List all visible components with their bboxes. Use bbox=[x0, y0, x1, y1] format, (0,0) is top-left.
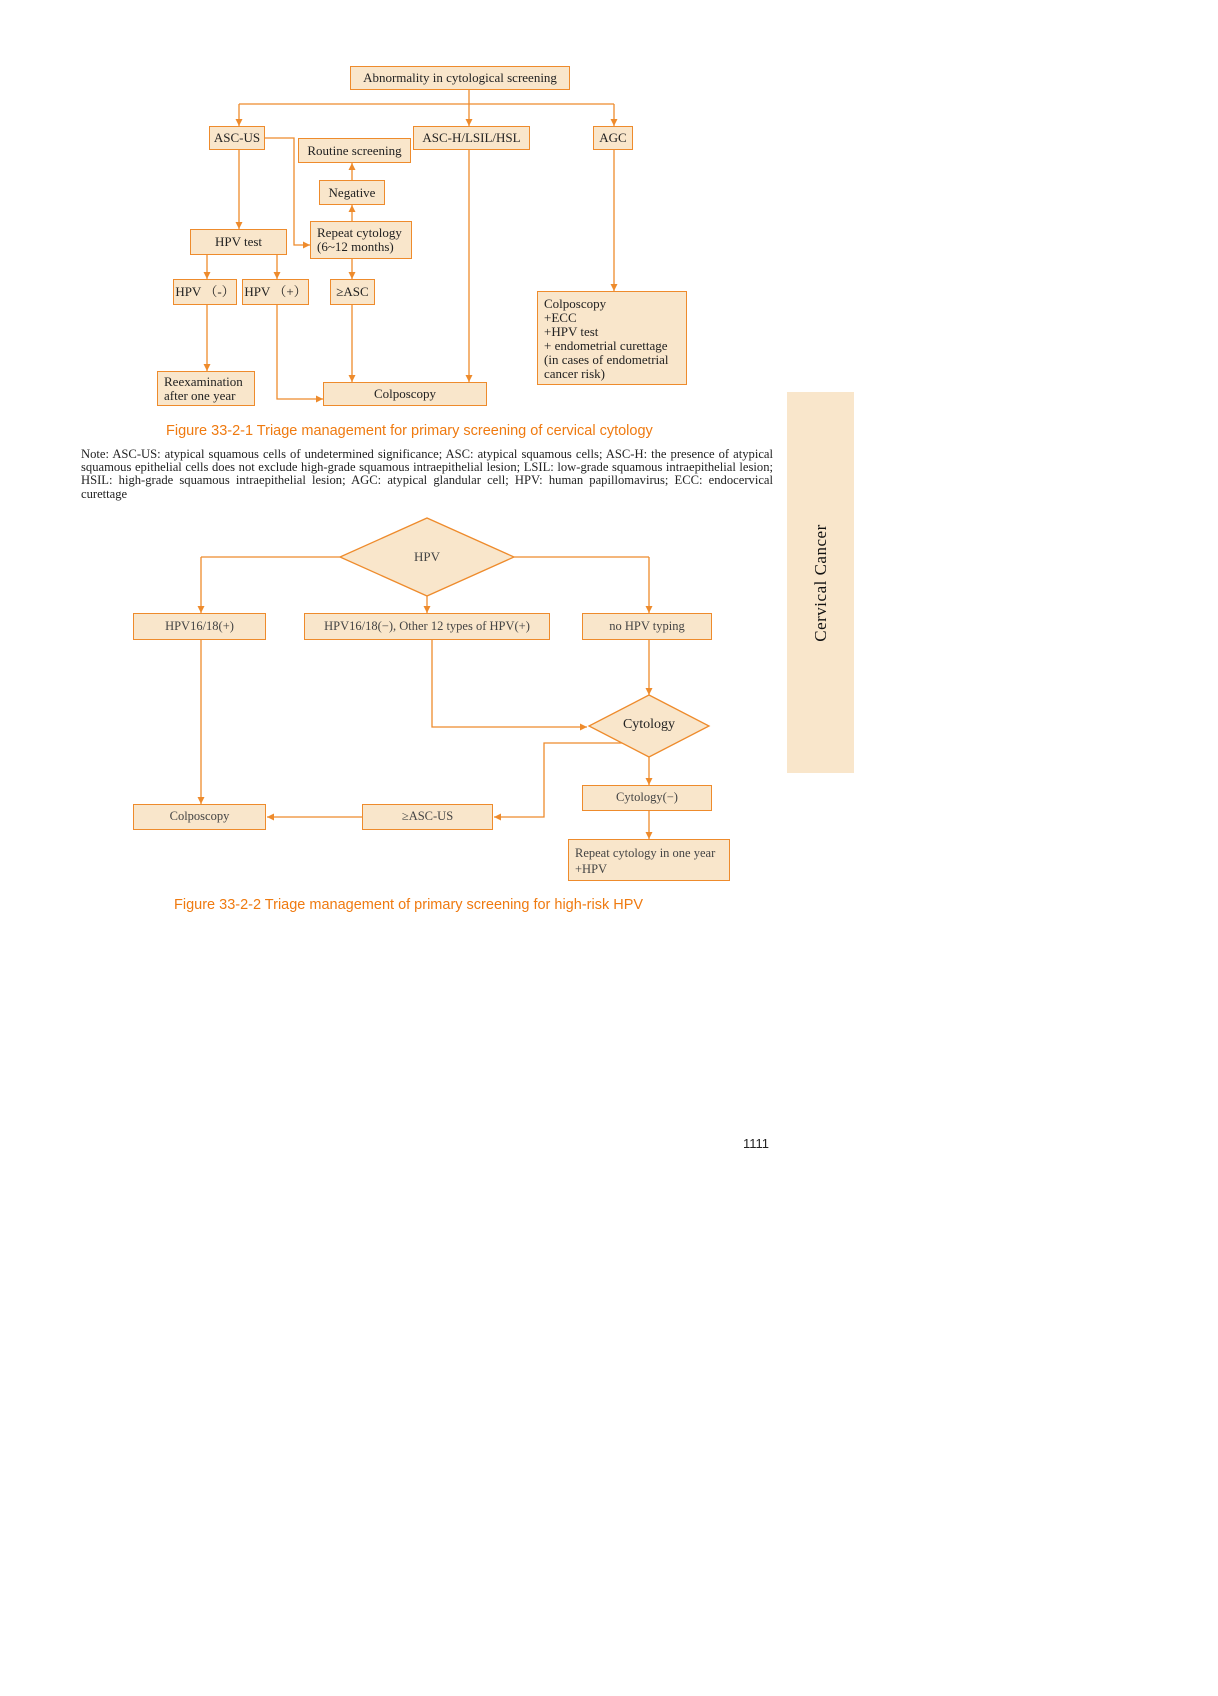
node-ge-asc bbox=[330, 279, 375, 305]
node-asc-h-label: ASC-H/LSIL/HSL bbox=[422, 130, 521, 146]
node-hpv-test-label: HPV test bbox=[214, 234, 263, 250]
node-asc-us-label: ASC-US bbox=[213, 130, 261, 146]
figure2-caption: Figure 33-2-2 Triage management of primary screening for high-risk HPV bbox=[174, 897, 644, 913]
page-number: 1111 bbox=[743, 1136, 770, 1151]
node-hpv-negative bbox=[173, 279, 237, 305]
node-hpv-negative-label: HPV （-） bbox=[175, 284, 235, 300]
node-agc-workup bbox=[537, 291, 687, 385]
node-repeat-cytology bbox=[310, 221, 412, 259]
node-ge-asc-us-label: ≥ASC-US bbox=[401, 809, 454, 824]
node-routine-label: Routine screening bbox=[307, 142, 402, 158]
node-repeat-cytology-hpv bbox=[568, 839, 730, 881]
node-abnormality-label: Abnormality in cytological screening bbox=[363, 70, 557, 86]
node-negative bbox=[319, 180, 385, 205]
node-ge-asc-label: ≥ASC bbox=[336, 284, 369, 300]
node-hpv1618-negative bbox=[304, 613, 550, 640]
node-colposcopy bbox=[323, 382, 487, 406]
node-repeat-cytology-hpv-label: Repeat cytology in one year +HPV bbox=[575, 846, 716, 876]
node-colposcopy-2 bbox=[133, 804, 266, 830]
node-colposcopy-label: Colposcopy bbox=[373, 386, 437, 402]
figure1-note: Note: ASC-US: atypical squamous cells of undetermined significance; ASC: atypical squamous cells; ASC-H: the presence of atypical squamous epithelial cells does not exclude high-grade squamous intraepithelial lesion; LSIL: low-grade squamous intraepithelial lesion; HSIL: high-grade squamous intraepithelial lesion; AGC: atypical glandular cell; HPV: human papillomavirus; ECC: endocervical curettage bbox=[81, 447, 773, 501]
node-hpv1618-positive-label: HPV16/18(+) bbox=[165, 618, 234, 633]
node-hpv-test bbox=[190, 229, 287, 255]
node-negative-label: Negative bbox=[328, 184, 376, 200]
node-no-hpv-typing-label: no HPV typing bbox=[609, 618, 685, 633]
node-asc-us bbox=[209, 126, 265, 150]
node-asc-h-lsil-hsl bbox=[413, 126, 530, 150]
node-hpv-decision-label: HPV bbox=[413, 549, 440, 564]
node-agc-label: AGC bbox=[599, 130, 627, 146]
node-routine-screening bbox=[298, 138, 411, 163]
node-reexamination bbox=[157, 371, 255, 406]
node-cytology-negative bbox=[582, 785, 712, 811]
node-reexamination-label: Reexamination after one year bbox=[164, 374, 243, 403]
node-hpv-positive-label: HPV （+） bbox=[244, 284, 307, 300]
figure1-caption: Figure 33-2-1 Triage management for primary screening of cervical cytology bbox=[166, 423, 653, 439]
node-colposcopy-2-label: Colposcopy bbox=[169, 809, 230, 824]
node-abnormality bbox=[350, 66, 570, 90]
chapter-side-tab-label: Cervical Cancer bbox=[810, 523, 830, 642]
node-agc-workup-label: Colposcopy +ECC +HPV test + endometrial curettage (in cases of endometrial cancer risk) bbox=[544, 296, 669, 381]
node-hpv1618-negative-label: HPV16/18(−), Other 12 types of HPV(+) bbox=[324, 618, 530, 633]
node-no-hpv-typing bbox=[582, 613, 712, 640]
node-agc bbox=[593, 126, 633, 150]
node-hpv-positive bbox=[242, 279, 309, 305]
chapter-side-tab bbox=[787, 392, 854, 773]
node-repeat-cytology-label: Repeat cytology (6~12 months) bbox=[317, 225, 402, 254]
node-ge-asc-us bbox=[362, 804, 493, 830]
node-hpv1618-positive bbox=[133, 613, 266, 640]
node-cytology-negative-label: Cytology(−) bbox=[616, 790, 678, 805]
node-cytology-decision-label: Cytology bbox=[622, 717, 676, 732]
